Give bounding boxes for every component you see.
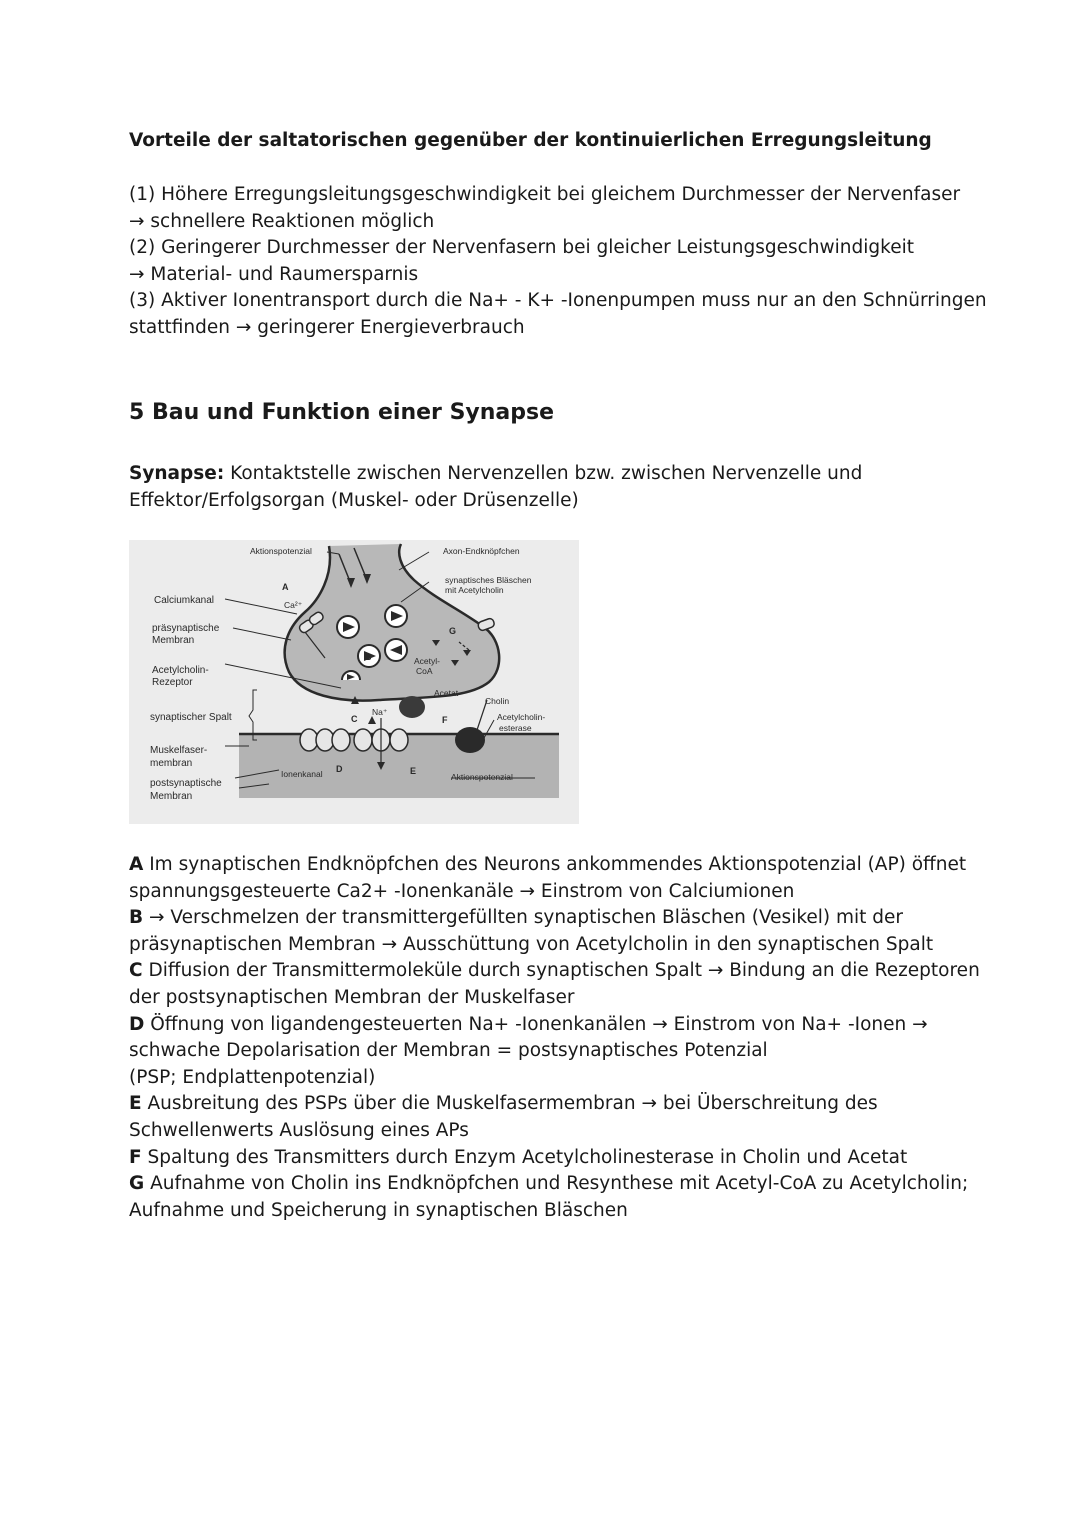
- step-g: [129, 1171, 980, 1224]
- label-aktionspotenzial-post: Aktionspotenzial: [451, 772, 513, 782]
- step-text: präsynaptischen Membran → Ausschüttung von Acetylcholin in den synaptischen Spalt: [129, 933, 934, 955]
- vesicle: [337, 616, 359, 638]
- label-synaptisches-blaeschen: mit Acetylcholin: [445, 585, 504, 595]
- step-e: [129, 1091, 980, 1144]
- vesicle: [385, 605, 407, 627]
- synapse-definition: [129, 461, 862, 514]
- step-text: Aufnahme von Cholin ins Endknöpfchen und Resynthese mit Acetyl-CoA zu Acetylcholin;: [144, 1173, 969, 1195]
- step-letter: D: [129, 1013, 145, 1035]
- step-text: Aufnahme und Speicherung in synaptischen Bläschen: [129, 1199, 628, 1221]
- label-praesynaptische-membran: präsynaptische: [152, 623, 220, 634]
- label-acetylcholin-rezeptor: Acetylcholin-: [152, 665, 209, 676]
- step-text: der postsynaptischen Membran der Muskelfaser: [129, 986, 575, 1008]
- definition-text-continued: Effektor/Erfolgsorgan (Muskel- oder Drüsenzelle): [129, 489, 579, 511]
- marker-c: C: [351, 714, 358, 724]
- label-postsynaptische-membran: postsynaptische: [150, 778, 222, 789]
- vesicle-fusing: [342, 671, 360, 680]
- step-text: Diffusion der Transmittermoleküle durch synaptischen Spalt → Bindung an die Rezeptoren: [142, 960, 980, 982]
- label-cholin: Cholin: [485, 696, 510, 706]
- step-f: [129, 1145, 980, 1172]
- label-acetyl-coa: Acetyl-: [414, 656, 440, 666]
- step-text: Im synaptischen Endknöpfchen des Neurons ankommendes Aktionspotenzial (AP) öffnet: [143, 854, 967, 875]
- step-text: Spaltung des Transmitters durch Enzym Acetylcholinesterase in Cholin und Acetat: [141, 1146, 908, 1168]
- label-acetylcholinesterase: Acetylcholin-: [497, 712, 546, 722]
- label-na: Na⁺: [372, 707, 388, 717]
- step-letter: E: [129, 1093, 142, 1115]
- synapse-steps: [129, 852, 980, 1224]
- advantage-line: → Material- und Raumersparnis: [129, 263, 419, 285]
- advantage-line: (1) Höhere Erregungsleitungsgeschwindigkeit bei gleichem Durchmesser der Nervenfaser: [129, 184, 961, 205]
- section-heading: 5 Bau und Funktion einer Synapse: [129, 400, 555, 425]
- label-acetylcholin-rezeptor: Rezeptor: [152, 677, 193, 688]
- step-text: spannungsgesteuerte Ca2+ -Ionenkanäle → Einstrom von Calciumionen: [129, 880, 795, 902]
- transmitter-molecule: [368, 716, 376, 724]
- step-d: [129, 1012, 980, 1092]
- step-text: Schwellenwerts Auslösung eines APs: [129, 1119, 469, 1141]
- label-muskelfasermembran: membran: [150, 758, 193, 769]
- label-acetyl-coa: CoA: [416, 666, 433, 676]
- label-muskelfasermembran: Muskelfaser-: [150, 745, 208, 756]
- marker-e: E: [410, 766, 417, 776]
- label-synaptisches-blaeschen: synaptisches Bläschen: [445, 575, 532, 585]
- marker-g: G: [449, 626, 457, 636]
- definition-term: Synapse:: [129, 463, 225, 484]
- step-b: [129, 905, 980, 958]
- acetylcholinesterase: [455, 727, 485, 753]
- marker-a: A: [282, 582, 289, 592]
- marker-d: D: [336, 764, 343, 774]
- step-text: Ausbreitung des PSPs über die Muskelfasermembran → bei Überschreitung des: [141, 1093, 878, 1115]
- step-c: [129, 958, 980, 1011]
- step-letter: C: [129, 960, 143, 982]
- advantages-list: [129, 182, 987, 342]
- label-calciumkanal: Calciumkanal: [154, 595, 215, 606]
- label-synaptischer-spalt: synaptischer Spalt: [150, 712, 232, 723]
- advantage-line: → schnellere Reaktionen möglich: [129, 210, 435, 232]
- step-text: schwache Depolarisation der Membran = postsynaptisches Potenzial: [129, 1040, 768, 1062]
- label-aktionspotenzial: Aktionspotenzial: [250, 546, 312, 556]
- advantages-heading: Vorteile der saltatorischen gegenüber der kontinuierlichen Erregungsleitung: [129, 130, 932, 151]
- marker-f: F: [442, 715, 448, 725]
- vesicle: [385, 639, 407, 661]
- label-praesynaptische-membran: Membran: [152, 635, 195, 646]
- advantage-line: stattfinden → geringerer Energieverbrauch: [129, 316, 525, 338]
- cleft-bracket: [249, 690, 257, 740]
- step-letter: A: [129, 854, 144, 875]
- step-text: → Verschmelzen der transmittergefüllten synaptischen Bläschen (Vesikel) mit der: [143, 907, 904, 929]
- step-letter: B: [129, 907, 144, 929]
- definition-text: Kontaktstelle zwischen Nervenzellen bzw. zwischen Nervenzelle und: [224, 463, 863, 484]
- acetat-molecule: [399, 696, 425, 718]
- choline-transporter: [477, 618, 495, 632]
- label-axon-endknoepfchen: Axon-Endknöpfchen: [443, 546, 520, 556]
- label-ca: Ca²⁺: [284, 600, 303, 610]
- step-text: Öffnung von ligandengesteuerten Na+ -Ionenkanälen → Einstrom von Na+ -Ionen →: [144, 1013, 928, 1035]
- label-ionenkanal: Ionenkanal: [281, 769, 323, 779]
- step-letter: G: [129, 1173, 145, 1195]
- synapse-diagram: [129, 540, 579, 824]
- label-postsynaptische-membran: Membran: [150, 791, 193, 802]
- step-a: [129, 852, 980, 905]
- advantage-line: (2) Geringerer Durchmesser der Nervenfasern bei gleicher Leistungsgeschwindigkeit: [129, 237, 914, 259]
- step-text: (PSP; Endplattenpotenzial): [129, 1066, 376, 1088]
- label-acetat: Acetat: [434, 688, 459, 698]
- label-acetylcholinesterase: esterase: [499, 723, 532, 733]
- acetylcholine-receptor: [300, 729, 350, 751]
- advantage-line: (3) Aktiver Ionentransport durch die Na+ - K+ -Ionenpumpen muss nur an den Schnürringen: [129, 290, 987, 312]
- synapse-diagram-svg: [129, 540, 579, 824]
- marker-b: B: [365, 652, 372, 662]
- step-letter: F: [129, 1146, 142, 1168]
